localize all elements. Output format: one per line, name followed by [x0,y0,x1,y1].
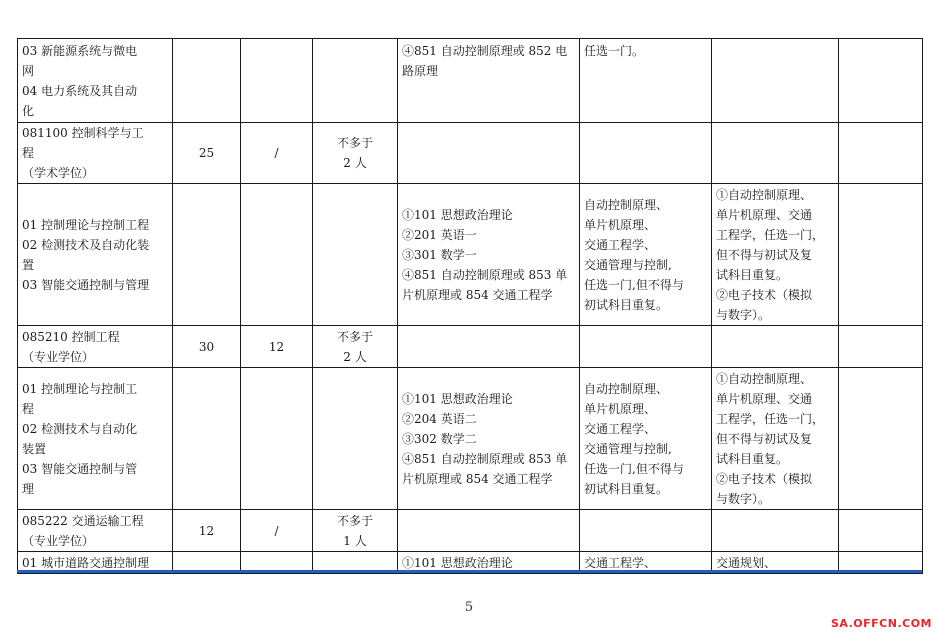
cell-exempt-count: 12 [241,326,313,368]
cell-exam-subjects [398,184,580,326]
table-row [18,510,923,552]
table-row [18,184,923,326]
cell-line: 初试科目重复。 [584,481,669,496]
cell-line: 03 智能交通控制与管理 [22,277,150,292]
cell-line: （学术学位） [22,166,95,180]
cell-line: 路原理 [402,64,439,78]
cell-line: 交通工程学、 [584,421,657,436]
cell-exam-subjects [398,368,580,510]
cell-line: 工程学，任选一门， [716,411,825,426]
cell-line: 085210 控制工程 [22,329,120,344]
cell-line: 试科目重复。 [716,451,789,466]
cell-retest-subjects [580,326,712,368]
cell-line: ③302 数学二 [402,431,477,446]
cell-line: ②电子技术（模拟 [716,287,813,302]
cell-line: 1 人 [343,533,367,548]
site-watermark: SA.OFFCN.COM [830,617,932,630]
cell-line: 单片机原理、 [584,401,657,416]
cell-line: ④851 自动控制原理或 853 单 [402,451,568,466]
cell-notes [839,368,923,510]
cell-major-direction [18,184,173,326]
cell-total-enroll: 25 [173,123,241,184]
cell-line: 2 人 [343,349,367,364]
cell-line: 但不得与初试及复 [716,247,813,262]
cell-line: 任选一门,但不得与 [584,277,684,292]
cell-line: 单片机原理、 [584,217,657,232]
cell-line: 单片机原理、交通 [716,391,813,406]
cell-exempt-count [241,39,313,123]
cell-notes [839,326,923,368]
cell-line: ②电子技术（模拟 [716,471,813,486]
cell-line: 03 智能交通控制与管 [22,461,138,476]
cell-line: 网 [22,64,35,78]
cell-line: 085222 交通运输工程 [22,513,144,528]
cell-notes [839,510,923,552]
cell-line: 自动控制原理、 [584,381,669,396]
cell-retest-subjects [580,39,712,123]
cell-line: 片机原理或 854 交通工程学 [402,287,553,302]
cell-line: ②201 英语一 [402,227,477,242]
cell-line: 01 控制理论与控制工程 [22,217,150,232]
cell-line: 02 检测技术及自动化装 [22,237,150,252]
cell-line: （专业学位） [22,349,95,364]
cell-exam-subjects [398,326,580,368]
cell-line: ④851 自动控制原理或 853 单 [402,267,568,282]
cell-line: 交通规划、 [716,555,777,570]
cell-total-enroll [173,368,241,510]
cell-line: （专业学位） [22,533,95,548]
cell-line: ①101 思想政治理论 [402,555,513,570]
cell-line: ③301 数学一 [402,247,477,262]
cell-line: 任选一门。 [584,44,645,58]
cell-line: ①自动控制原理、 [716,371,813,386]
cell-line: 不多于 [336,329,373,344]
cell-equivalent-subjects [712,123,839,184]
cell-line: ①101 思想政治理论 [402,207,513,222]
table-row [18,123,923,184]
cell-line: 2 人 [343,156,367,170]
cell-major-direction [18,510,173,552]
cell-total-enroll: 12 [173,510,241,552]
cell-exempt-count: / [241,510,313,552]
cell-major-direction [18,368,173,510]
cell-line: 不多于 [336,513,373,528]
cell-line: 01 城市道路交通控制理 [22,555,150,570]
cell-retest-subjects [580,184,712,326]
cell-line: 化 [22,104,35,118]
cell-retest-subjects [580,368,712,510]
cell-major-direction [18,326,173,368]
cell-line: ④851 自动控制原理或 852 电 [402,44,568,58]
cell-line: 01 控制理论与控制工 [22,381,138,396]
cell-equivalent-subjects [712,510,839,552]
cell-part-time [313,123,398,184]
cell-line: 04 电力系统及其自动 [22,84,138,98]
cell-exempt-count: / [241,123,313,184]
cell-equivalent-subjects [712,39,839,123]
cell-line: 工程学，任选一门， [716,227,825,242]
cell-major-direction [18,123,173,184]
cell-line: 置 [22,257,35,272]
cell-notes [839,39,923,123]
cell-part-time [313,368,398,510]
cell-line: ②204 英语二 [402,411,477,426]
cell-exam-subjects [398,123,580,184]
cell-total-enroll [173,184,241,326]
cell-notes [839,123,923,184]
cell-notes [839,184,923,326]
cell-exempt-count [241,368,313,510]
cell-line: ①101 思想政治理论 [402,391,513,406]
table-bottom-bar [17,570,922,573]
cell-part-time [313,510,398,552]
cell-line: 自动控制原理、 [584,197,669,212]
admissions-table [17,38,923,574]
cell-equivalent-subjects [712,184,839,326]
cell-total-enroll [173,39,241,123]
cell-line: ①自动控制原理、 [716,187,813,202]
cell-line: 装置 [22,441,47,456]
cell-line: 理 [22,481,35,496]
cell-line: 交通工程学、 [584,555,657,570]
cell-line: 程 [22,146,35,160]
cell-exam-subjects [398,39,580,123]
cell-line: 初试科目重复。 [584,297,669,312]
cell-line: 02 检测技术与自动化 [22,421,138,436]
cell-equivalent-subjects [712,326,839,368]
cell-line: 与数字）。 [716,491,771,506]
cell-major-direction [18,39,173,123]
cell-line: 交通工程学、 [584,237,657,252]
cell-total-enroll: 30 [173,326,241,368]
cell-part-time [313,184,398,326]
table-row [18,326,923,368]
cell-line: 与数字）。 [716,307,771,322]
page-number: 5 [464,600,474,615]
cell-exam-subjects [398,510,580,552]
cell-retest-subjects [580,510,712,552]
cell-line: 片机原理或 854 交通工程学 [402,471,553,486]
cell-part-time [313,326,398,368]
cell-line: 03 新能源系统与微电 [22,44,138,58]
cell-part-time [313,39,398,123]
table-row [18,39,923,123]
cell-line: 任选一门,但不得与 [584,461,684,476]
cell-line: 程 [22,401,35,416]
cell-line: 081100 控制科学与工 [22,126,144,140]
cell-exempt-count [241,184,313,326]
cell-line: 但不得与初试及复 [716,431,813,446]
cell-line: 单片机原理、交通 [716,207,813,222]
cell-line: 交通管理与控制, [584,257,672,272]
table-row [18,368,923,510]
cell-line: 不多于 [336,136,373,150]
cell-line: 交通管理与控制, [584,441,672,456]
cell-line: 试科目重复。 [716,267,789,282]
cell-equivalent-subjects [712,368,839,510]
cell-retest-subjects [580,123,712,184]
